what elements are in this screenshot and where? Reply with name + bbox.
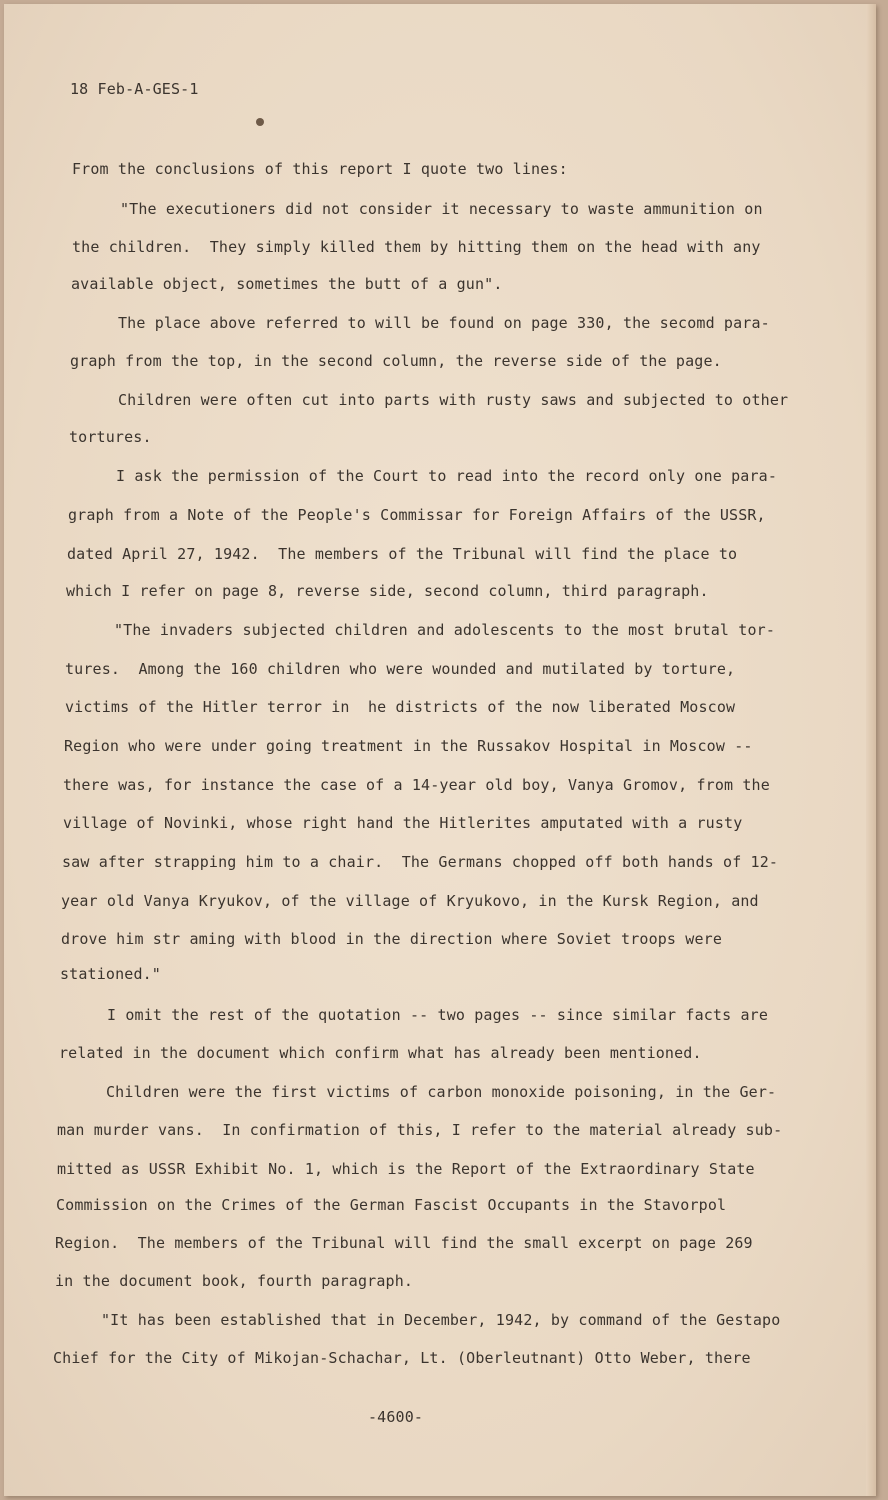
body-line-10: graph from a Note of the People's Commissar for Foreign Affairs of the USSR, xyxy=(68,506,766,524)
body-line-28: Commission on the Crimes of the German Fascist Occupants in the Stavorpol xyxy=(56,1196,727,1214)
page-number: -4600- xyxy=(368,1408,424,1426)
body-line-17: there was, for instance the case of a 14-year old boy, Vanya Gromov, from the xyxy=(63,776,770,794)
body-line-13: "The invaders subjected children and adolescents to the most brutal tor- xyxy=(114,621,776,639)
body-line-14: tures. Among the 160 children who were wounded and mutilated by torture, xyxy=(65,660,736,678)
body-line-3: the children. They simply killed them by hitting them on the head with any xyxy=(72,238,761,256)
body-line-25: Children were the first victims of carbon monoxide poisoning, in the Ger- xyxy=(106,1083,777,1101)
body-line-27: mitted as USSR Exhibit No. 1, which is the Report of the Extraordinary State xyxy=(57,1160,755,1178)
ink-dot xyxy=(256,118,264,126)
body-line-12: which I refer on page 8, reverse side, second column, third paragraph. xyxy=(66,582,709,600)
body-line-11: dated April 27, 1942. The members of the Tribunal will find the place to xyxy=(67,545,738,563)
document-reference: 18 Feb-A-GES-1 xyxy=(70,80,199,98)
body-line-1: From the conclusions of this report I quote two lines: xyxy=(72,160,568,178)
body-line-20: year old Vanya Kryukov, of the village of Kryukovo, in the Kursk Region, and xyxy=(61,892,759,910)
body-line-7: Children were often cut into parts with rusty saws and subjected to other xyxy=(118,391,789,409)
body-line-23: I omit the rest of the quotation -- two pages -- since similar facts are xyxy=(107,1006,769,1024)
body-line-22: stationed." xyxy=(60,965,161,983)
body-line-29: Region. The members of the Tribunal will find the small excerpt on page 269 xyxy=(55,1234,753,1252)
document-page xyxy=(4,4,876,1496)
body-line-2: "The executioners did not consider it necessary to waste ammunition on xyxy=(120,200,763,218)
body-line-16: Region who were under going treatment in the Russakov Hospital in Moscow -- xyxy=(64,737,753,755)
body-line-21: drove him str aming with blood in the direction where Soviet troops were xyxy=(61,930,723,948)
body-line-15: victims of the Hitler terror in he districts of the now liberated Moscow xyxy=(65,698,736,716)
body-line-30: in the document book, fourth paragraph. xyxy=(55,1272,414,1290)
body-line-4: available object, sometimes the butt of a gun". xyxy=(71,275,503,293)
body-line-8: tortures. xyxy=(69,428,152,446)
body-line-26: man murder vans. In confirmation of this, I refer to the material already sub- xyxy=(57,1121,783,1139)
body-line-32: Chief for the City of Mikojan-Schachar, Lt. (Oberleutnant) Otto Weber, there xyxy=(53,1349,751,1367)
body-line-31: "It has been established that in December, 1942, by command of the Gestapo xyxy=(101,1311,781,1329)
body-line-24: related in the document which confirm what has already been mentioned. xyxy=(59,1044,702,1062)
body-line-9: I ask the permission of the Court to read into the record only one para- xyxy=(116,467,778,485)
body-line-5: The place above referred to will be found on page 330, the secomd para- xyxy=(118,314,770,332)
body-line-18: village of Novinki, whose right hand the Hitlerites amputated with a rusty xyxy=(63,814,743,832)
body-line-6: graph from the top, in the second column, the reverse side of the page. xyxy=(70,352,722,370)
body-line-19: saw after strapping him to a chair. The Germans chopped off both hands of 12- xyxy=(62,853,779,871)
page-edge xyxy=(866,4,876,1496)
